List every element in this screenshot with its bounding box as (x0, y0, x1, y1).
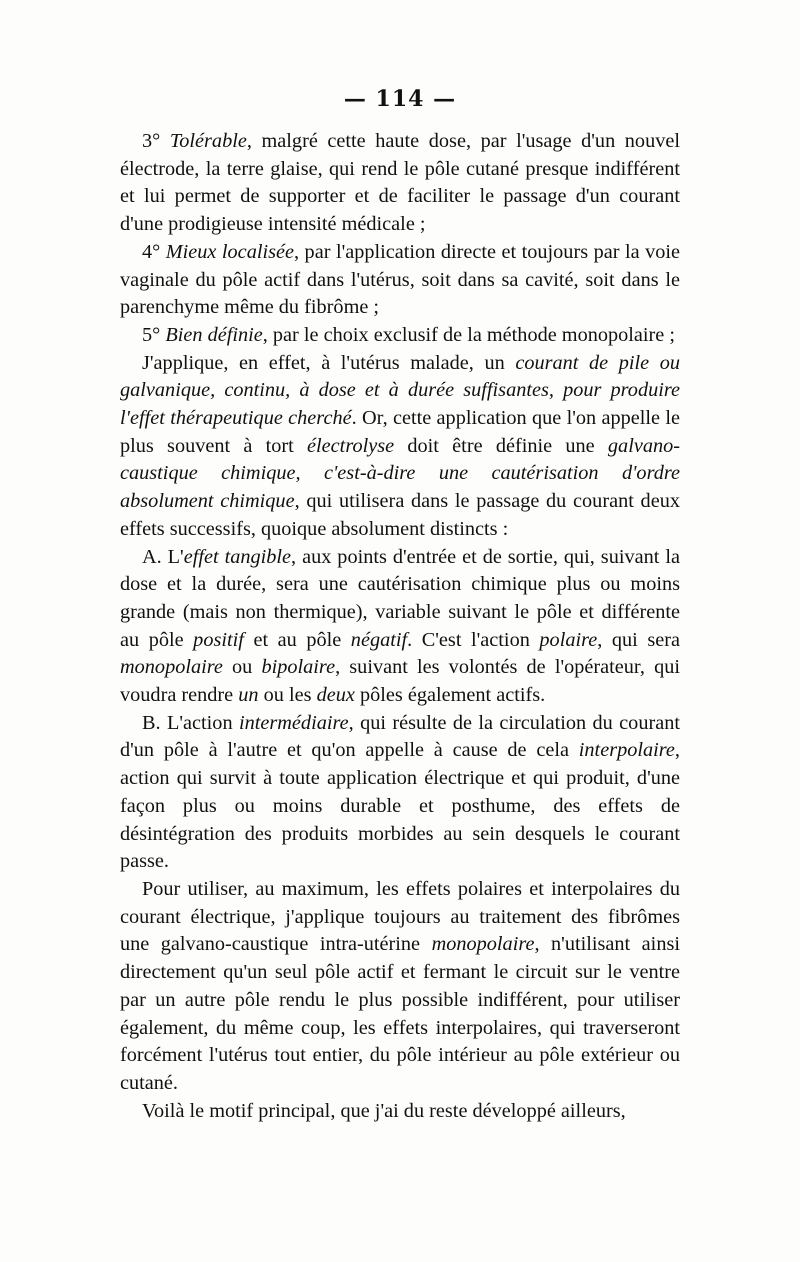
text-run: ou (222, 656, 262, 679)
paragraph (120, 710, 680, 876)
italic-text: Tolérable (169, 130, 247, 152)
italic-text: deux (316, 684, 355, 707)
italic-text: galvano-caustique chimique, c'est-à-dire une cautérisation d'ordre absolument chimique (120, 434, 680, 513)
text-run: pôles également actifs. (354, 684, 546, 707)
text-run: Pour utiliser, au maximum, les effets polaires et interpolaires du courant électrique, j'applique toujours au traitement des fibrômes une galvano-caustique intra-utérine (120, 877, 680, 956)
text-run: . Or, cette application que l'on appelle le plus souvent à tort (120, 407, 680, 457)
text-run: , qui utilisera dans le passage du courant deux effets successifs, quoique absolument distincts : (120, 490, 680, 540)
italic-text: monopolaire (431, 933, 535, 956)
italic-text: effet tangible (183, 545, 292, 568)
paragraph (120, 1098, 680, 1126)
paragraph (120, 239, 680, 322)
italic-text: bipolaire (261, 656, 336, 679)
paragraph (120, 128, 680, 239)
text-run: B. L'action (142, 711, 239, 734)
italic-text: positif (193, 628, 244, 651)
text-run: , qui résulte de la circulation du courant d'un pôle à l'autre et qu'on appelle à cause de cela (120, 711, 680, 762)
italic-text: un (238, 684, 259, 707)
text-run: , qui sera (597, 628, 680, 651)
text-run: , par l'application directe et toujours par la voie vaginale du pôle actif dans l'utérus, soit dans sa cavité, soit dans le parenchyme même du fibrôme ; (120, 240, 680, 319)
page-number: — 114 — (343, 86, 457, 112)
body-text (120, 128, 680, 1125)
text-run: , malgré cette haute dose, par l'usage d'un nouvel électrode, la terre glaise, qui rend le pôle cutané presque indifférent et lui permet de supporter et de faciliter le passage d'un courant d'une prodigieuse intensité médicale ; (120, 130, 680, 236)
italic-text: Mieux localisée (165, 240, 294, 263)
text-run: 4° (142, 240, 166, 263)
italic-text: courant de pile ou galvanique, continu, à dose et à durée suffisantes, pour produire l'effet thérapeutique cherché (120, 351, 680, 430)
text-run: J'applique, en effet, à l'utérus malade, un (142, 351, 516, 374)
paragraph (120, 322, 680, 350)
text-run: , aux points d'entrée et de sortie, qui, suivant la dose et la durée, sera une cautérisation chimique plus ou moins grande (mais non thermique), variable suivant le pôle et différente au pôle (120, 545, 680, 651)
text-run: ou les (258, 684, 317, 707)
text-run: A. L' (142, 545, 184, 568)
italic-text: Bien définie (165, 323, 263, 346)
text-run: 5° (142, 323, 166, 346)
text-run: . C'est l'action (407, 628, 540, 651)
italic-text: interpolaire (578, 739, 675, 762)
text-run: , par le choix exclusif de la méthode monopolaire ; (262, 323, 676, 346)
paragraph (120, 350, 680, 544)
text-run: , suivant les volontés de l'opérateur, qui voudra rendre (120, 656, 680, 707)
italic-text: intermédiaire (238, 711, 349, 734)
italic-text: polaire (539, 628, 598, 651)
italic-text: négatif (350, 628, 408, 651)
text-run: doit être définie une (394, 434, 608, 457)
text-run: , action qui survit à toute application électrique et qui produit, d'une façon plus ou moins durable et posthume, des effets de désintégration des produits morbides au sein desquels le courant passe. (120, 739, 680, 873)
text-run: , n'utilisant ainsi directement qu'un seul pôle actif et fermant le circuit sur le ventre par un autre pôle rendu le plus possible indifférent, pour utiliser également, du même coup, les effets interpolaires, qui traverseront forcément l'utérus tout entier, du pôle intérieur au pôle extérieur ou cutané. (120, 933, 680, 1094)
paragraph (120, 544, 680, 710)
text-run: Voilà le motif principal, que j'ai du reste développé ailleurs, (142, 1099, 626, 1122)
italic-text: électrolyse (307, 434, 395, 457)
text-run: 3° (142, 130, 170, 152)
italic-text: monopolaire (120, 656, 223, 679)
paragraph (120, 876, 680, 1098)
text-run: et au pôle (243, 628, 351, 651)
